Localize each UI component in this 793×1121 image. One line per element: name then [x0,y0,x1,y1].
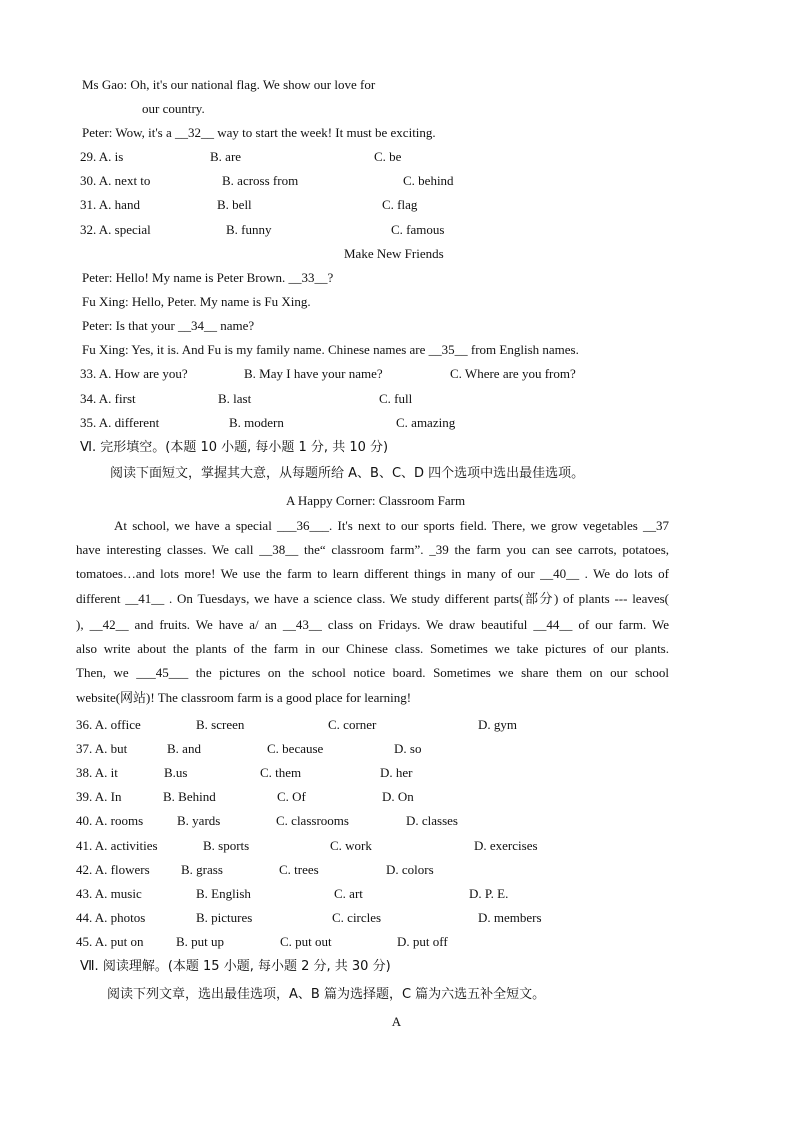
dialogue-line: Fu Xing: Hello, Peter. My name is Fu Xing. [82,294,311,309]
option-d: D. put off [397,934,448,949]
dialogue-line: Peter: Hello! My name is Peter Brown. __33__? [82,270,334,285]
option-c: C. famous [391,222,445,237]
option-b: B. last [218,391,252,406]
option-d: D. colors [386,862,434,877]
passage-title: A Happy Corner: Classroom Farm [286,493,466,508]
dialogue-line: Peter: Is that your __34__ name? [82,318,255,333]
option-b: B. bell [217,197,252,212]
option-b: B. yards [177,813,221,828]
option-a: 41. A. activities [76,838,158,853]
option-c: C. put out [280,934,332,949]
option-b: B. modern [229,415,284,430]
option-c: C. circles [332,910,382,925]
option-a: 38. A. it [76,765,118,780]
section-heading: Ⅶ. 阅读理解。(本题 15 小题, 每小题 2 分, 共 30 分) [80,959,391,974]
option-a: 45. A. put on [76,934,144,949]
passage-line: also write about the plants of the farm in our Chinese class. Sometimes we take pictures of our plants. [76,641,669,656]
option-c: C. full [379,391,413,406]
option-b: B. pictures [196,910,253,925]
option-d: D. her [380,765,413,780]
option-a: 35. A. different [80,415,160,430]
option-a: 40. A. rooms [76,813,144,828]
option-a: 30. A. next to [80,173,151,188]
section-title: Make New Friends [344,246,444,261]
option-b: B. grass [181,862,223,877]
option-d: D. On [382,789,414,804]
option-a: 36. A. office [76,717,141,732]
option-a: 42. A. flowers [76,862,150,877]
option-c: C. corner [328,717,377,732]
option-c: C. them [260,765,302,780]
option-c: C. Where are you from? [450,366,576,381]
part-label: A [391,1014,402,1029]
option-c: C. work [330,838,372,853]
option-a: 43. A. music [76,886,142,901]
option-c: C. classrooms [276,813,349,828]
option-a: 33. A. How are you? [80,366,188,381]
passage-line: different __41__ . On Tuesdays, we have a science class. We study different parts(部分) of plants --- leaves( [76,591,669,606]
option-c: C. trees [279,862,319,877]
section-instruction: 阅读下列文章，选出最佳选项，A、B 篇为选择题，C 篇为六选五补全短文。 [107,987,546,1002]
option-d: D. members [478,910,542,925]
passage-line: have interesting classes. We call __38__ the“ classroom farm”. _39 the farm you can see carrots, potatoes, [76,542,669,557]
option-b: B. and [167,741,201,756]
option-a: 39. A. In [76,789,122,804]
option-d: D. so [394,741,422,756]
dialogue-line: Ms Gao: Oh, it's our national flag. We show our love for [82,77,376,92]
option-b: B.us [164,765,188,780]
passage-line: At school, we have a special ___36___. It's next to our sports field. There, we grow vegetables __37 [114,518,669,533]
option-d: D. exercises [474,838,538,853]
dialogue-line: Fu Xing: Yes, it is. And Fu is my family name. Chinese names are __35__ from English names. [82,342,579,357]
option-c: C. flag [382,197,418,212]
option-b: B. put up [176,934,225,949]
option-b: B. across from [222,173,299,188]
dialogue-line: our country. [142,101,205,116]
option-b: B. May I have your name? [244,366,383,381]
option-d: D. gym [478,717,517,732]
option-b: B. sports [203,838,250,853]
option-b: B. funny [226,222,272,237]
option-c: C. amazing [396,415,456,430]
option-c: C. behind [403,173,454,188]
option-c: C. art [334,886,363,901]
option-c: C. Of [277,789,306,804]
passage-line: tomatoes…and lots more! We use the farm to learn different things in many of our __40__ . We do lots of [76,566,669,581]
option-a: 34. A. first [80,391,136,406]
passage-line: website(网站)! The classroom farm is a good place for learning! [76,690,412,705]
passage-line: Then, we ___45___ the pictures on the school notice board. Sometimes we share them on our school [76,665,669,680]
option-d: D. P. E. [469,886,509,901]
option-a: 32. A. special [80,222,151,237]
dialogue-line: Peter: Wow, it's a __32__ way to start the week! It must be exciting. [82,125,436,140]
option-a: 31. A. hand [80,197,140,212]
section-heading: Ⅵ. 完形填空。(本题 10 小题, 每小题 1 分, 共 10 分) [80,440,389,455]
option-b: B. are [210,149,242,164]
passage-line: ), __42__ and fruits. We have a/ an __43__ class on Fridays. We draw beautiful __44__ of our farm. We [76,617,669,632]
option-a: 29. A. is [80,149,124,164]
option-b: B. screen [196,717,245,732]
option-c: C. because [267,741,324,756]
option-b: B. English [196,886,251,901]
option-a: 44. A. photos [76,910,146,925]
option-b: B. Behind [163,789,216,804]
option-d: D. classes [406,813,458,828]
option-c: C. be [374,149,402,164]
option-a: 37. A. but [76,741,128,756]
section-instruction: 阅读下面短文，掌握其大意，从每题所给 A、B、C、D 四个选项中选出最佳选项。 [110,466,585,481]
